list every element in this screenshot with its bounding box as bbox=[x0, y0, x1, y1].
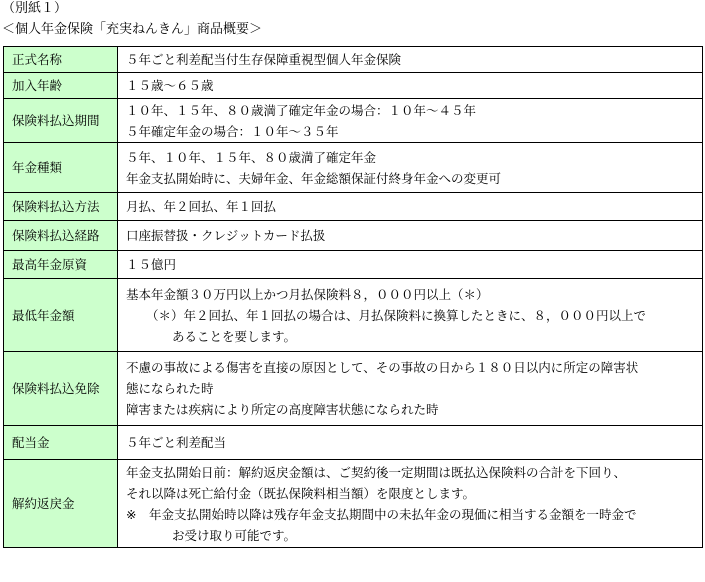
row-value-premium-period bbox=[118, 99, 703, 143]
row-value-payment-route bbox=[118, 221, 703, 251]
row-label-entry-age: 加入年齢 bbox=[4, 73, 118, 99]
row-label-official-name: 正式名称 bbox=[4, 47, 118, 73]
row-label-dividend: 配当金 bbox=[4, 426, 118, 460]
value-line: 月払、年２回払、年１回払 bbox=[126, 199, 277, 214]
row-value-max-fund bbox=[118, 251, 703, 279]
value-line: 口座振替扱・クレジットカード払扱 bbox=[126, 228, 326, 243]
annex-label: （別紙１） bbox=[2, 1, 68, 16]
value-line: ５年ごと利差配当付生存保障重視型個人年金保険 bbox=[126, 52, 402, 67]
row-value-payment-method bbox=[118, 193, 703, 221]
row-label-min-annuity: 最低年金額 bbox=[4, 279, 118, 352]
value-line: ５年、１０年、１５年、８０歳満了確定年金 bbox=[126, 149, 377, 165]
value-line: 不慮の事故による傷害を直接の原因として、その事故の日から１８０日以内に所定の障害状 bbox=[126, 360, 639, 375]
value-line: ※ 年金支払開始時以降は残存年金支払期間中の未払年金の現価に相当する金額を一時金で bbox=[126, 506, 637, 522]
row-label-max-fund: 最高年金原資 bbox=[4, 251, 118, 279]
table-row bbox=[4, 279, 703, 352]
table-row bbox=[4, 193, 703, 221]
value-line: ５年ごと利差配当 bbox=[126, 435, 227, 450]
table-row bbox=[4, 99, 703, 143]
row-label-payment-method: 保険料払込方法 bbox=[4, 193, 118, 221]
row-label-surrender-value: 解約返戻金 bbox=[4, 460, 118, 548]
table-row bbox=[4, 73, 703, 99]
row-label-premium-period: 保険料払込期間 bbox=[4, 99, 118, 143]
value-line: 障害または疾病により所定の高度障害状態になられた時 bbox=[126, 402, 439, 417]
table-row bbox=[4, 352, 703, 426]
value-line: １５歳～６５歳 bbox=[126, 78, 214, 93]
row-value-annuity-type bbox=[118, 143, 703, 193]
row-label-premium-waiver: 保険料払込免除 bbox=[4, 352, 118, 426]
table-row bbox=[4, 251, 703, 279]
value-line: １５億円 bbox=[126, 257, 177, 272]
table-row bbox=[4, 221, 703, 251]
value-line: あることを要します。 bbox=[172, 328, 297, 344]
value-line: 基本年金額３０万円以上かつ月払保険料８，０００円以上（＊） bbox=[126, 286, 489, 302]
value-line: （＊）年２回払、年１回払の場合は、月払保険料に換算したときに、８，０００円以上で bbox=[146, 307, 647, 323]
table-row bbox=[4, 47, 703, 73]
document-title: ＜個人年金保険「充実ねんきん」商品概要＞ bbox=[2, 22, 263, 37]
value-line: 年金支払開始日前：解約返戻金額は、ご契約後一定期間は既払込保険料の合計を下回り、 bbox=[126, 464, 627, 480]
product-overview-table bbox=[3, 46, 703, 548]
table-row bbox=[4, 426, 703, 460]
value-line: 年金支払開始時に、夫婦年金、年金総額保証付終身年金への変更可 bbox=[126, 170, 502, 186]
row-value-surrender-value bbox=[118, 460, 703, 548]
row-value-premium-waiver bbox=[118, 352, 703, 426]
value-line: ５年確定年金の場合：１０年～３５年 bbox=[126, 123, 339, 139]
row-value-dividend bbox=[118, 426, 703, 460]
row-label-annuity-type: 年金種類 bbox=[4, 143, 118, 193]
table-row bbox=[4, 460, 703, 548]
row-label-payment-route: 保険料払込経路 bbox=[4, 221, 118, 251]
value-line: それ以降は死亡給付金（既払保険料相当額）を限度とします。 bbox=[126, 485, 476, 501]
value-line: １０年、１５年、８０歳満了確定年金の場合：１０年～４５年 bbox=[126, 102, 477, 118]
row-value-official-name bbox=[118, 47, 703, 73]
table-row bbox=[4, 143, 703, 193]
value-line: お受け取り可能です。 bbox=[172, 527, 297, 543]
row-value-min-annuity bbox=[118, 279, 703, 352]
value-line: 態になられた時 bbox=[126, 381, 214, 396]
row-value-entry-age bbox=[118, 73, 703, 99]
